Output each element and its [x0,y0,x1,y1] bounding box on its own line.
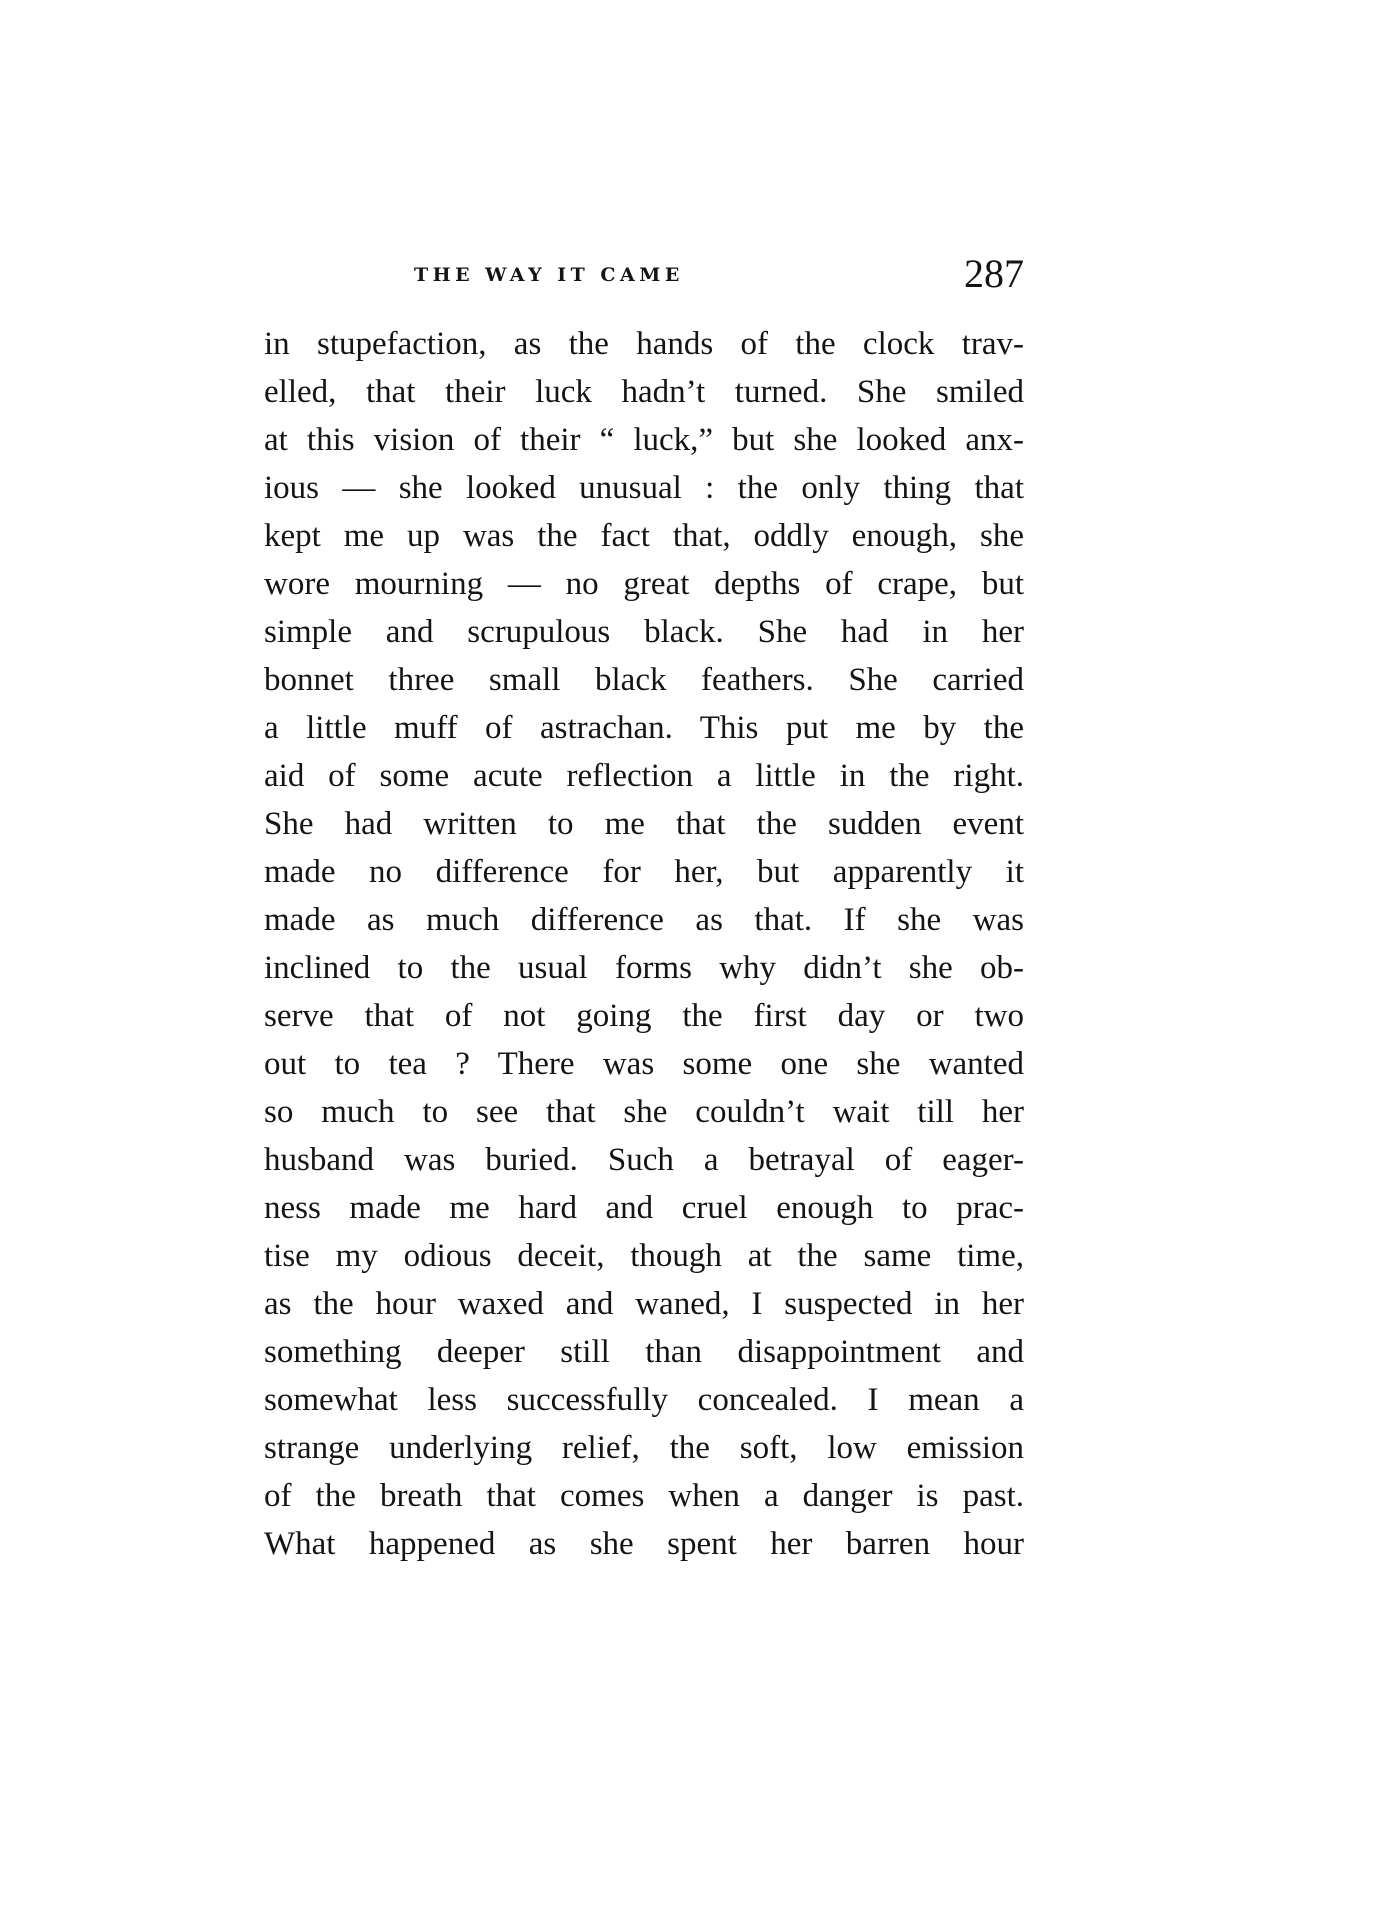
text-line: of the breath that comes when a danger is past. [264,1478,1024,1514]
text-line: simple and scrupulous black. She had in her [264,614,1024,650]
text-line: strange underlying relief, the soft, low emission [264,1430,1024,1466]
text-line: so much to see that she couldn’t wait till her [264,1094,1024,1130]
text-line: tise my odious deceit, though at the same time, [264,1238,1024,1274]
text-line: as the hour waxed and waned, I suspected in her [264,1286,1024,1322]
text-line: elled, that their luck hadn’t turned. She smiled [264,374,1024,410]
text-line: ious — she looked unusual : the only thing that [264,470,1024,506]
text-line: kept me up was the fact that, oddly enough, she [264,518,1024,554]
text-line: out to tea ? There was some one she wanted [264,1046,1024,1082]
text-line: somewhat less successfully concealed. I mean a [264,1382,1024,1418]
text-line: aid of some acute reflection a little in the right. [264,758,1024,794]
page-number: 287 [964,251,1024,296]
text-line: something deeper still than disappointment and [264,1334,1024,1370]
text-line: serve that of not going the first day or two [264,998,1024,1034]
text-line: in stupefaction, as the hands of the clock trav- [264,326,1024,362]
text-line: made as much difference as that. If she was [264,902,1024,938]
text-line: wore mourning — no great depths of crape, but [264,566,1024,602]
text-line: bonnet three small black feathers. She carried [264,662,1024,698]
text-line: made no difference for her, but apparently it [264,854,1024,890]
text-line: at this vision of their “ luck,” but she looked anx- [264,422,1024,458]
text-line: inclined to the usual forms why didn’t she ob- [264,950,1024,986]
text-line: ness made me hard and cruel enough to prac- [264,1190,1024,1226]
running-title: THE WAY IT CAME [414,264,684,286]
body-text [264,320,1024,1568]
text-line: husband was buried. Such a betrayal of eager- [264,1142,1024,1178]
text-line: What happened as she spent her barren hour [264,1526,1024,1562]
text-line: She had written to me that the sudden event [264,806,1024,842]
running-head [264,250,1024,300]
text-line: a little muff of astrachan. This put me by the [264,710,1024,746]
